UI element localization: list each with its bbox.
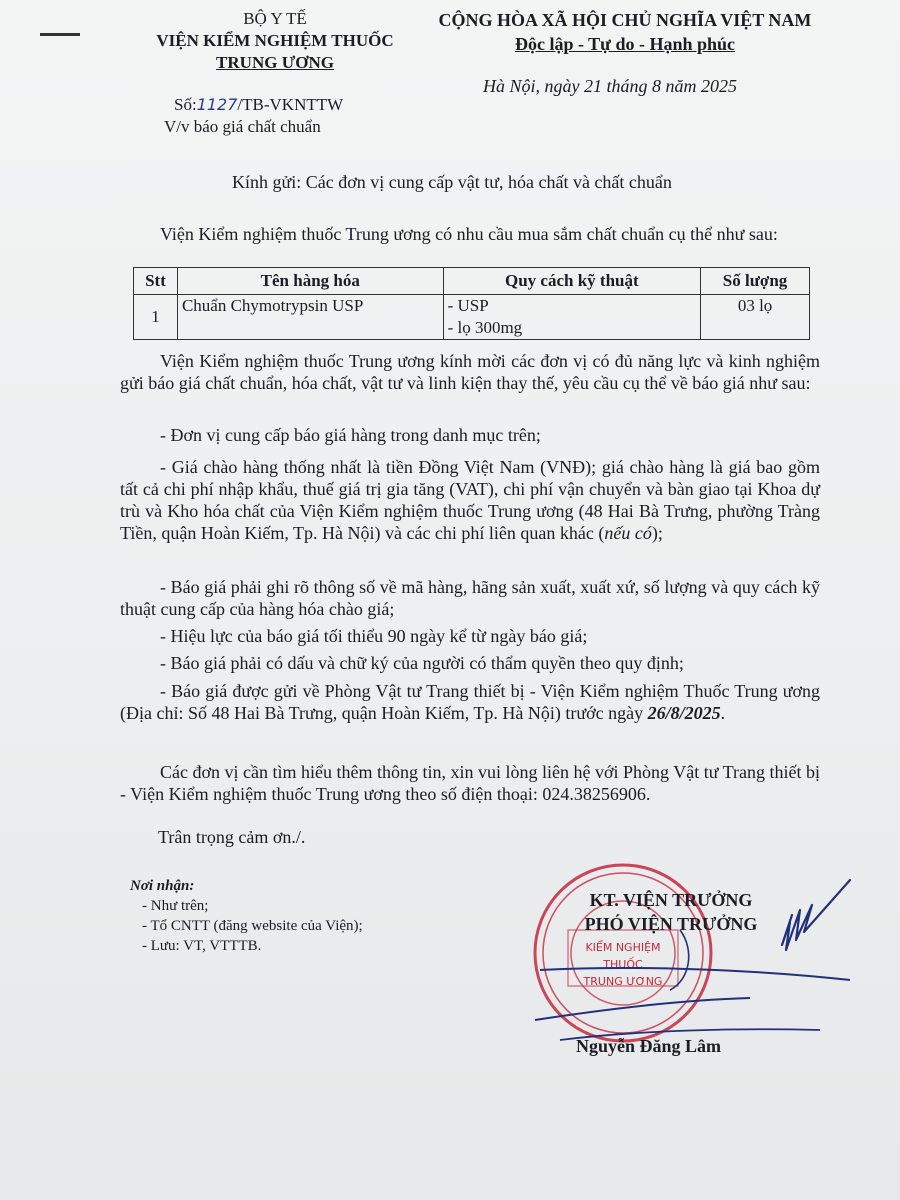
document-subject: V/v báo giá chất chuẩn [164, 117, 321, 136]
thanks-line: Trân trọng cảm ơn./. [158, 827, 306, 847]
header-left [130, 8, 420, 74]
signatory-name: Nguyễn Đăng Lâm [576, 1036, 722, 1056]
corner-mark [40, 33, 80, 36]
goods-table [133, 267, 810, 340]
recipient-item: - Tổ CNTT (đăng website của Viện); [142, 918, 363, 934]
recipients-title: Nơi nhận [130, 878, 190, 894]
recipients-block [130, 876, 363, 956]
header-right [415, 8, 835, 56]
place-date: Hà Nội, ngày 21 tháng 8 năm 2025 [483, 76, 737, 96]
cell-spec [443, 295, 701, 340]
country-name: CỘNG HÒA XÃ HỘI CHỦ NGHĨA VIỆT NAM [438, 10, 812, 30]
spec-line-2: - lọ 300mg [447, 318, 523, 337]
table-row [134, 295, 810, 340]
doc-number-suffix: /TB-VKNTTW [237, 95, 344, 114]
seal-text-1: KIỂM NGHIỆM [585, 941, 661, 954]
contact-paragraph: Các đơn vị cần tìm hiểu thêm thông tin, xin vui lòng liên hệ với Phòng Vật tư Trang thiết bị - Viện Kiểm nghiệm thuốc Trung ương theo số điện thoại: 024.38256906. [120, 762, 820, 804]
table-header-row [134, 268, 810, 295]
deadline-date: 26/8/2025 [647, 703, 721, 723]
requirement-6-text: - Báo giá được gửi về Phòng Vật tư Trang thiết bị - Viện Kiểm nghiệm Thuốc Trung ương (Địa chỉ: Số 48 Hai Bà Trưng, quận Hoàn Kiếm, Tp. Hà Nội) trước ngày [120, 681, 820, 723]
col-header-name: Tên hàng hóa [177, 268, 443, 295]
intro-paragraph: Viện Kiểm nghiệm thuốc Trung ương có nhu cầu mua sắm chất chuẩn cụ thể như sau: [160, 224, 778, 244]
seal-text-2: THUỐC [603, 958, 643, 971]
recipients-title-line [130, 876, 363, 896]
col-header-stt: Stt [134, 268, 178, 295]
doc-number-prefix: Số: [174, 95, 197, 114]
institute-name-line1: VIỆN KIỂM NGHIỆM THUỐC [156, 31, 394, 50]
signature-line-1: KT. VIỆN TRƯỞNG [589, 890, 753, 910]
col-header-qty: Số lượng [701, 268, 810, 295]
recipient-item: - Như trên; [142, 898, 209, 914]
recipient-item: - Lưu: VT, VTTTB. [142, 938, 262, 954]
requirement-1: - Đơn vị cung cấp báo giá hàng trong danh mục trên; [160, 425, 541, 445]
salutation: Kính gửi: Các đơn vị cung cấp vật tư, hóa chất và chất chuẩn [232, 172, 672, 192]
institute-name-line2: TRUNG ƯƠNG [216, 53, 334, 72]
invite-paragraph: Viện Kiểm nghiệm thuốc Trung ương kính mời các đơn vị có đủ năng lực và kinh nghiệm gửi báo giá chất chuẩn, hóa chất, vật tư và linh kiện thay thế, yêu cầu cụ thể về báo giá như sau: [120, 351, 820, 393]
cell-stt: 1 [134, 295, 178, 340]
recipients-colon: : [189, 878, 195, 894]
requirement-6-end: . [720, 703, 726, 723]
cell-name: Chuẩn Chymotrypsin USP [177, 295, 443, 340]
col-header-spec: Quy cách kỹ thuật [443, 268, 701, 295]
handwritten-signature [520, 870, 870, 1080]
spec-line-1: - USP [447, 296, 489, 315]
national-motto: Độc lập - Tự do - Hạnh phúc [514, 34, 736, 54]
doc-number-handwritten: 1127 [196, 95, 238, 114]
requirement-2-end: ); [651, 523, 663, 543]
signature-line-2: PHÓ VIỆN TRƯỞNG [584, 914, 758, 934]
cell-qty: 03 lọ [701, 295, 810, 340]
requirement-2-italic: nếu có [604, 523, 652, 543]
seal-text-3: TRUNG ƯƠNG [583, 975, 663, 988]
requirement-2-text: - Giá chào hàng thống nhất là tiền Đồng Việt Nam (VNĐ); giá chào hàng là giá bao gồm tất cả chi phí nhập khẩu, thuế giá trị gia tăng (VAT), chi phí vận chuyển và bàn giao tại Khoa dự trù và Kho hóa chất của Viện Kiểm nghiệm thuốc Trung ương (48 Hai Bà Trưng, phường Tràng Tiền, quận Hoàn Kiếm, Tp. Hà Nội) và các chi phí liên quan khác ( [120, 457, 820, 543]
requirement-3: - Báo giá phải ghi rõ thông số về mã hàng, hãng sản xuất, xuất xứ, số lượng và quy cách kỹ thuật cung cấp của hàng hóa chào giá; [120, 577, 820, 619]
requirement-4: - Hiệu lực của báo giá tối thiểu 90 ngày kể từ ngày báo giá; [160, 626, 588, 646]
document-number [174, 95, 343, 115]
requirement-2 [120, 456, 820, 544]
requirement-5: - Báo giá phải có dấu và chữ ký của người có thẩm quyền theo quy định; [160, 653, 684, 673]
requirement-6 [120, 680, 820, 724]
ministry-name: BỘ Y TẾ [243, 9, 307, 28]
